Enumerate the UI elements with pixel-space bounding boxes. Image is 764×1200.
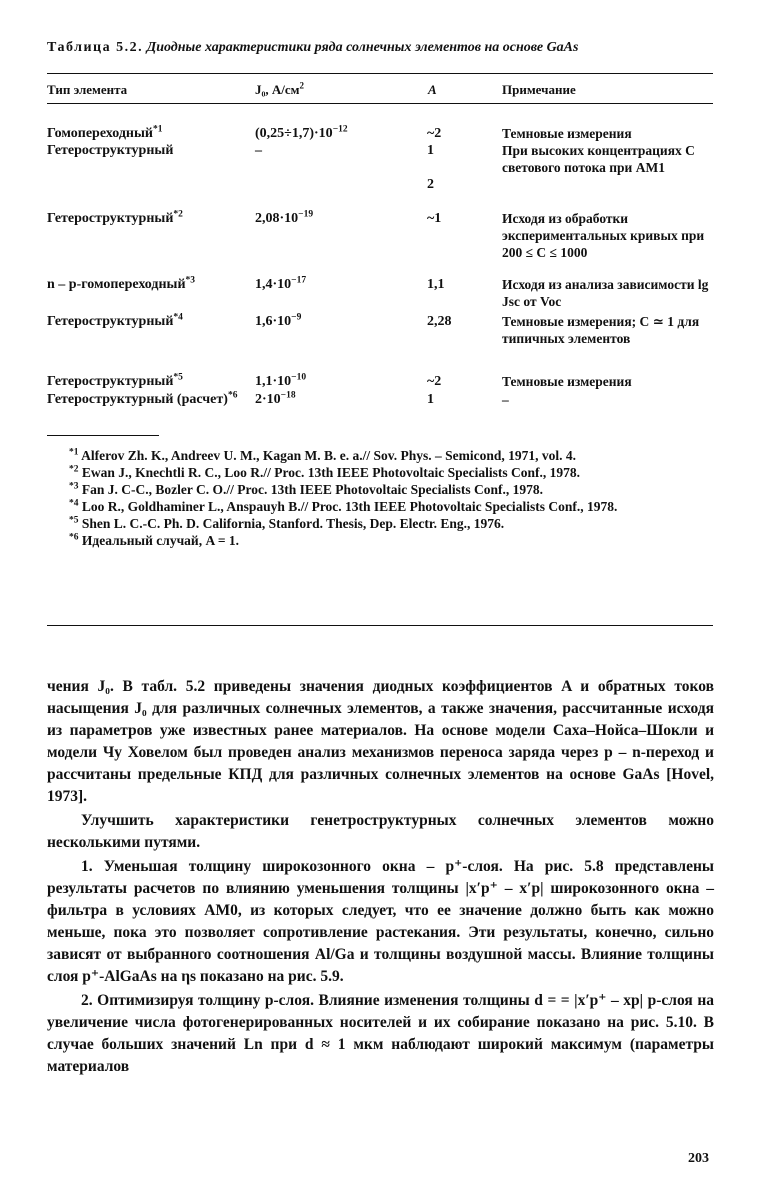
table-row (47, 276, 727, 313)
table-header-rule (47, 103, 713, 104)
cell-a: 2,28 (427, 314, 452, 329)
paragraph: 2. Оптимизируя толщину p-слоя. Влияние изменения толщины d = = |x′p⁺ – xp| p-слоя на увеличение числа фотогенерированных носителей и их собирание показано на рис. 5.10. В случае больших значений Ln при d ≈ 1 мкм наблюдают широкий максимум (параметры материалов (47, 992, 714, 1075)
cell-j0-exp: −10 (291, 372, 307, 383)
col-header-j0 (255, 82, 304, 98)
table-top-rule (47, 73, 713, 74)
table-caption-label: Таблица 5.2. (47, 40, 144, 55)
cell-type: Гетероструктурный (47, 374, 174, 389)
footnote: $^{*4}$ Loo R., Goldhaminer L., Anspauyh B.// Proc. 13th IEEE Photovoltaic Specialists Conf., 1978. (69, 498, 618, 514)
cell-type: Гетероструктурный (47, 211, 174, 226)
cell-note: Темновые измерения (502, 374, 632, 389)
footnote: $^{*5}$ Shen L. C.-C. Ph. D. California, Stanford. Thesis, Dep. Electr. Eng., 1976. (69, 515, 505, 531)
cell-a: ~2 (427, 126, 442, 141)
cell-type: Гетероструктурный (47, 314, 174, 329)
page-number: 203 (688, 1151, 709, 1166)
cell-j0: – (255, 143, 262, 158)
cell-j0: (0,25÷1,7)·10 (255, 126, 333, 141)
table-row (47, 142, 727, 210)
cell-j0-exp: −12 (332, 124, 348, 135)
table-body (47, 125, 727, 425)
footnote: $^{*6}$ Идеальный случай, A = 1. (69, 532, 240, 548)
body-text (47, 676, 714, 1078)
table-caption-title: Диодные характеристики ряда солнечных элементов на основе GaAs (146, 40, 579, 55)
cell-note: Исходя из обработки экспериментальных кривых при 200 ≤ C ≤ 1000 (502, 211, 705, 260)
cell-note: Темновые измерения; C ≃ 1 для типичных элементов (502, 314, 700, 346)
cell-j0-exp: −19 (298, 209, 314, 220)
cell-j0-exp: −9 (291, 312, 302, 323)
col-header-j0-base: J₀, А/см (255, 82, 300, 97)
col-header-note: Примечание (502, 82, 576, 97)
footnote-rule (47, 435, 159, 436)
cell-note: При высоких концентрациях C светового потока при AM1 (502, 143, 695, 175)
col-header-type: Тип элемента (47, 82, 128, 97)
footnote: $^{*1}$ Alferov Zh. K., Andreev U. M., Kagan M. B. e. a.// Sov. Phys. – Semicond, 1971, vol. 4. (69, 447, 577, 463)
cell-type: Гетероструктурный (расчет) (47, 392, 228, 407)
footnote: $^{*2}$ Ewan J., Knechtli R. C., Loo R.// Proc. 13th IEEE Photovoltaic Specialists Conf., 1978. (69, 464, 581, 480)
paragraph: чения J₀. В табл. 5.2 приведены значения диодных коэффициентов A и обратных токов насыщения J₀ для различных солнечных элементов, а также значения, рассчитанные исходя из параметров уже известных ранее материалов. На основе модели Саха–Нойса–Шокли и модели Чу Ховелом был проведен анализ механизмов переноса заряда через p – n-переход и рассчитаны предельные КПД для различных солнечных элементов на основе GaAs [Hovel, 1973]. (47, 678, 714, 805)
cell-a: 1,1 (427, 277, 445, 292)
cell-a: ~2 (427, 374, 442, 389)
table-caption (47, 40, 727, 56)
cell-a: ~1 (427, 211, 442, 226)
cell-j0: 1,4·10 (255, 277, 292, 292)
cell-mark: *4 (173, 312, 183, 323)
table-row (47, 125, 727, 142)
cell-note: Темновые измерения (502, 126, 632, 141)
cell-mark: *1 (152, 124, 163, 135)
table-row (47, 313, 727, 373)
cell-type: n – p-гомопереходный (47, 277, 186, 292)
paragraph: 1. Уменьшая толщину широкозонного окна – p⁺-слоя. На рис. 5.8 представлены результаты расчетов по влиянию уменьшения толщины |x′p⁺ – x′p| широкозонного окна – фильтра в условиях AM0, из которых следует, что ее значение должно быть как можно меньше, пока это позволяет сопротивление растекания. Эти результаты, конечно, сильно зависят от выбранного соотношения Al/Ga и толщины воздушной массы. Влияние толщины слоя p⁺-AlGaAs на ηs показано на рис. 5.9. (47, 858, 714, 985)
cell-j0: 2,08·10 (255, 211, 299, 226)
cell-mark: *3 (185, 275, 196, 286)
table-bottom-rule (47, 625, 713, 626)
cell-mark: *5 (173, 372, 183, 383)
footnotes (47, 447, 714, 549)
table-row (47, 391, 727, 425)
paragraph: Улучшить характеристики генетроструктурных солнечных элементов можно несколькими путями. (47, 812, 714, 851)
cell-j0-exp: −18 (280, 390, 296, 401)
col-header-a: A (428, 82, 437, 97)
cell-note: – (502, 392, 509, 407)
cell-note: Исходя из анализа зависимости lg Jsc от Voc (502, 277, 709, 309)
footnote: $^{*3}$ Fan J. C-C., Bozler C. O.// Proc. 13th IEEE Photovoltaic Specialists Conf., 1978. (69, 481, 543, 497)
cell-j0: 2·10 (255, 392, 281, 407)
cell-mark: *2 (173, 209, 183, 220)
cell-a: 1 2 (427, 143, 434, 192)
col-header-j0-exp: 2 (299, 80, 305, 91)
cell-a: 1 (427, 392, 434, 407)
cell-type: Гетероструктурный (47, 143, 174, 158)
table-row (47, 210, 727, 276)
cell-j0-exp: −17 (291, 275, 307, 286)
cell-j0: 1,6·10 (255, 314, 292, 329)
cell-type: Гомопереходный (47, 126, 153, 141)
cell-mark: *6 (227, 390, 238, 401)
cell-j0: 1,1·10 (255, 374, 292, 389)
table-row (47, 373, 727, 391)
